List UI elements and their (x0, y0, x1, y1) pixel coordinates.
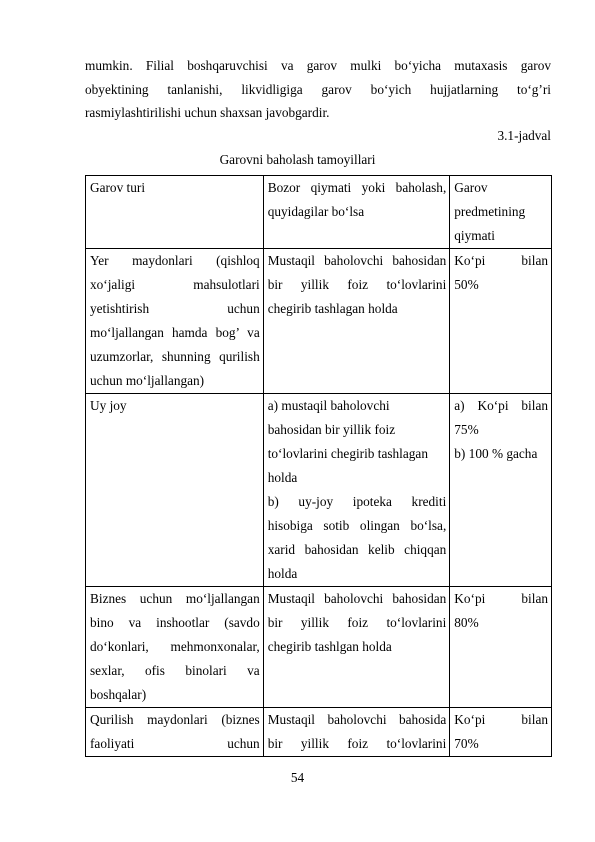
cell-line: mo‘ljallangan hamda bog’ va (90, 325, 260, 340)
cell-line: xarid bahosidan kelib chiqqan (267, 542, 447, 557)
header-cell-market-value (263, 176, 450, 249)
cell-line: Garov (454, 180, 488, 195)
cell-line: 70% (454, 736, 479, 751)
header-cell-collateral-type (86, 176, 264, 249)
cell-line: predmetining (454, 204, 526, 219)
cell-line: Uy joy (90, 398, 127, 413)
paragraph-line: mumkin. Filial boshqaruvchisi va garov mulki bo‘yicha mutaxasis garov (85, 58, 551, 73)
cell-line: b) 100 % gacha (454, 446, 538, 461)
table-row (86, 708, 552, 757)
cell-line: a) mustaqil baholovchi (267, 398, 390, 413)
cell-line: hisobiga sotib olingan bo‘lsa, (267, 518, 447, 533)
cell-market-value (263, 394, 450, 587)
cell-line: do‘konlari, mehmonxonalar, (90, 639, 260, 654)
cell-line: bir yillik foiz to‘lovlarini (267, 615, 447, 630)
cell-line: Bozor qiymati yoki baholash, (267, 180, 447, 195)
cell-line: Mustaqil baholovchi bahosida (267, 712, 447, 727)
cell-collateral-value (450, 587, 552, 708)
cell-line: 80% (454, 615, 479, 630)
cell-line: bir yillik foiz to‘lovlarini (267, 736, 447, 751)
cell-line: chegirib tashlgan holda (267, 639, 392, 654)
cell-collateral-type (86, 708, 264, 757)
cell-line: quyidagilar bo‘lsa (267, 204, 365, 219)
cell-line: Yer maydonlari (qishloq (90, 253, 260, 268)
cell-line: Ko‘pi bilan (454, 591, 548, 606)
cell-collateral-type (86, 249, 264, 394)
cell-market-value (263, 587, 450, 708)
cell-line: a) Ko‘pi bilan (454, 398, 548, 413)
paragraph-line: rasmiylashtirilishi uchun shaxsan javobgardir. (85, 105, 330, 121)
table-row (86, 394, 552, 587)
cell-line: Mustaqil baholovchi bahosidan (267, 253, 447, 268)
cell-line: Mustaqil baholovchi bahosidan (267, 591, 447, 606)
table-header-row (86, 176, 552, 249)
cell-line: uzumzorlar, shunning qurilish (90, 349, 260, 364)
cell-line: 50% (454, 277, 479, 292)
table-row (86, 249, 552, 394)
page-number: 54 (290, 770, 305, 785)
cell-collateral-value (450, 394, 552, 587)
cell-line: b) uy-joy ipoteka krediti (267, 494, 447, 509)
collateral-table (85, 175, 552, 757)
cell-collateral-value (450, 249, 552, 394)
table-title: Garovni baholash tamoyillari (219, 152, 376, 167)
cell-market-value (263, 249, 450, 394)
cell-line: bir yillik foiz to‘lovlarini (267, 277, 447, 292)
cell-line: Garov turi (90, 180, 146, 195)
cell-line: chegirib tashlagan holda (267, 301, 398, 316)
header-cell-collateral-value (450, 176, 552, 249)
cell-line: bahosidan bir yillik foiz (267, 422, 396, 437)
cell-line: boshqalar) (90, 687, 147, 702)
cell-line: holda (267, 566, 298, 581)
cell-line: 75% (454, 422, 479, 437)
cell-line: Ko‘pi bilan (454, 253, 548, 268)
cell-collateral-type (86, 394, 264, 587)
cell-line: Qurilish maydonlari (biznes (90, 712, 260, 727)
cell-line: xo‘jaligi mahsulotlari (90, 277, 260, 292)
cell-line: Biznes uchun mo‘ljallangan (90, 591, 260, 606)
cell-line: qiymati (454, 228, 495, 243)
table-row (86, 587, 552, 708)
cell-collateral-type (86, 587, 264, 708)
cell-line: to‘lovlarini chegirib tashlagan (267, 446, 428, 461)
cell-line: uchun mo‘ljallangan) (90, 373, 205, 388)
cell-line: faoliyati uchun (90, 736, 260, 751)
cell-line: Ko‘pi bilan (454, 712, 548, 727)
paragraph-line: obyektining tanlanishi, likvidligiga garov bo‘yich hujjatlarning to‘g’ri (85, 81, 551, 97)
cell-line: yetishtirish uchun (90, 301, 260, 316)
cell-collateral-value (450, 708, 552, 757)
cell-line: bino va inshootlar (savdo (90, 615, 260, 630)
cell-line: holda (267, 470, 298, 485)
table-number: 3.1-jadval (497, 128, 551, 143)
intro-paragraph (85, 54, 551, 125)
cell-market-value (263, 708, 450, 757)
cell-line: sexlar, ofis binolari va (90, 663, 260, 678)
